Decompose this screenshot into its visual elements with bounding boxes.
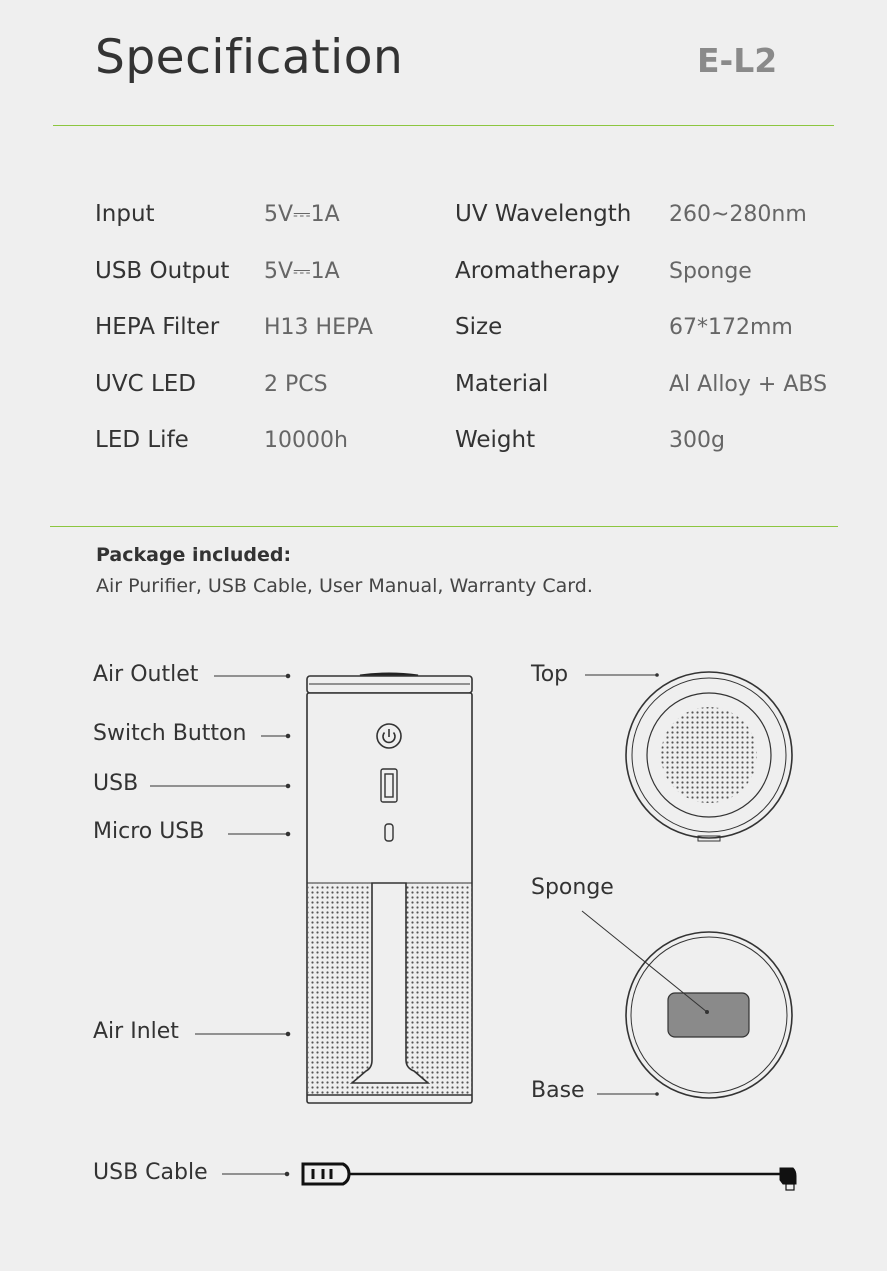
spec-label-uv-wavelength: UV Wavelength xyxy=(455,201,632,227)
spec-value-size: 67*172mm xyxy=(669,315,793,340)
spec-label-aromatherapy: Aromatherapy xyxy=(455,258,620,284)
callout-top: Top xyxy=(531,662,569,687)
spec-value-uv-wavelength: 260~280nm xyxy=(669,202,807,227)
callout-air-outlet: Air Outlet xyxy=(93,662,199,687)
callout-switch-button: Switch Button xyxy=(93,721,247,746)
base-view-illustration xyxy=(582,911,792,1098)
spec-label-usb-output: USB Output xyxy=(95,258,230,284)
spec-label-size: Size xyxy=(455,314,503,340)
spec-label-input: Input xyxy=(95,201,155,227)
callout-usb: USB xyxy=(93,771,139,796)
callout-air-inlet: Air Inlet xyxy=(93,1019,179,1044)
spec-label-weight: Weight xyxy=(455,427,536,453)
spec-label-material: Material xyxy=(455,371,549,397)
purifier-body xyxy=(307,674,472,1103)
usb-cable-illustration xyxy=(303,1164,796,1190)
spec-value-uvc-led: 2 PCS xyxy=(264,372,328,397)
spec-label-hepa-filter: HEPA Filter xyxy=(95,314,220,340)
model-number: E-L2 xyxy=(697,41,778,80)
spec-value-usb-output: 5V⎓1A xyxy=(264,259,340,284)
spec-label-uvc-led: UVC LED xyxy=(95,371,196,397)
spec-value-led-life: 10000h xyxy=(264,428,348,453)
sponge-pad xyxy=(668,993,749,1037)
spec-value-hepa-filter: H13 HEPA xyxy=(264,315,373,340)
top-view-illustration xyxy=(585,672,792,841)
spec-value-material: Al Alloy + ABS xyxy=(669,372,828,397)
spec-value-weight: 300g xyxy=(669,428,725,453)
callout-usb-cable: USB Cable xyxy=(93,1160,208,1185)
callout-base: Base xyxy=(531,1078,585,1103)
spec-value-input: 5V⎓1A xyxy=(264,202,340,227)
callout-micro-usb: Micro USB xyxy=(93,819,205,844)
package-title: Package included: xyxy=(96,544,292,566)
spec-label-led-life: LED Life xyxy=(95,427,189,453)
callout-sponge: Sponge xyxy=(531,875,614,900)
page-title: Specification xyxy=(95,30,404,85)
spec-value-aromatherapy: Sponge xyxy=(669,259,752,284)
package-items: Air Purifier, USB Cable, User Manual, Warranty Card. xyxy=(96,575,593,597)
